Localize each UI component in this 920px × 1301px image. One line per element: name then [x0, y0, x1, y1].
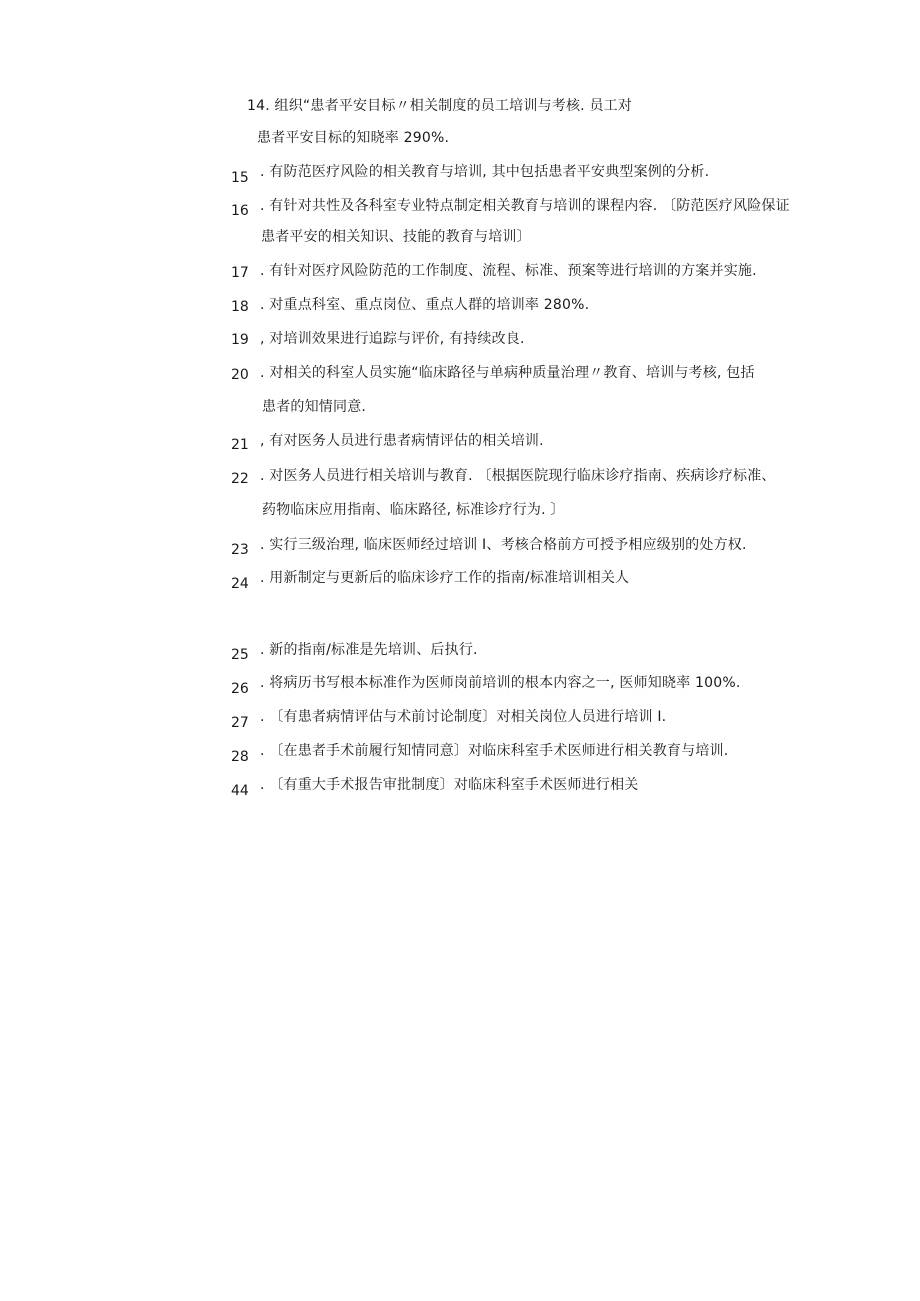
list-item-text: 药物临床应用指南、临床路径, 标准诊疗行为. 〕 — [262, 502, 565, 518]
list-item-text: . 新的指南/标准是先培训、后执行. — [260, 642, 478, 658]
list-item-text: . 〔在患者手术前履行知情同意〕对临床科室手术医师进行相关教育与培训. — [260, 743, 729, 759]
list-item-text: . 对重点科室、重点岗位、重点人群的培训率 280%. — [260, 297, 590, 313]
list-item-number: 26 — [231, 681, 249, 697]
list-item-text: 患者的知情同意. — [262, 399, 367, 415]
list-item-number: 22 — [231, 471, 249, 487]
list-item-text: 14. 组织“患者平安目标〃相关制度的员工培训与考核. 员工对 — [247, 98, 633, 114]
list-item-text: . 将病历书写根本标准作为医师岗前培训的根本内容之一, 医师知晓率 100%. — [260, 675, 741, 691]
list-item-text: , 有对医务人员进行患者病情评估的相关培训. — [260, 433, 544, 449]
list-item-number: 27 — [231, 715, 249, 731]
list-item-text: . 〔有患者病情评估与术前讨论制度〕对相关岗位人员进行培训 I. — [260, 709, 667, 725]
list-item-text: , 对培训效果进行追踪与评价, 有持续改良. — [260, 331, 525, 347]
list-item-text: . 有防范医疗风险的相关教育与培训, 其中包括患者平安典型案例的分析. — [260, 164, 710, 180]
list-item-number: 17 — [231, 265, 249, 281]
list-item-number: 28 — [231, 749, 249, 765]
list-item-number: 15 — [231, 170, 249, 186]
list-item-text: . 用新制定与更新后的临床诊疗工作的指南/标准培训相关人 — [260, 570, 630, 586]
list-item-number: 16 — [231, 203, 249, 219]
list-item-text: 患者平安目标的知晓率 290%. — [257, 130, 450, 146]
list-item-text: . 对医务人员进行相关培训与教育. 〔根据医院现行临床诊疗指南、疾病诊疗标准、 — [260, 468, 776, 484]
list-item-number: 24 — [231, 576, 249, 592]
list-item-number: 18 — [231, 299, 249, 315]
list-item-text: . 有针对共性及各科室专业特点制定相关教育与培训的课程内容. 〔防范医疗风险保证 — [260, 198, 790, 214]
list-item-text: 患者平安的相关知识、技能的教育与培训〕 — [261, 229, 531, 245]
list-item-number: 19 — [231, 332, 249, 348]
list-item-number: 21 — [231, 437, 249, 453]
list-item-text: . 有针对医疗风险防范的工作制度、流程、标准、预案等进行培训的方案并实施. — [260, 263, 757, 279]
list-item-text: . 〔有重大手术报告审批制度〕对临床科室手术医师进行相关 — [260, 777, 639, 793]
list-item-number: 25 — [231, 647, 249, 663]
list-item-number: 20 — [231, 367, 249, 383]
list-item-text: . 实行三级治理, 临床医师经过培训 I、考核合格前方可授予相应级别的处方权. — [260, 537, 747, 553]
list-item-number: 44 — [231, 783, 249, 799]
list-item-text: . 对相关的科室人员实施“临床路径与单病种质量治理〃教育、培训与考核, 包括 — [260, 365, 755, 381]
list-item-number: 23 — [231, 542, 249, 558]
